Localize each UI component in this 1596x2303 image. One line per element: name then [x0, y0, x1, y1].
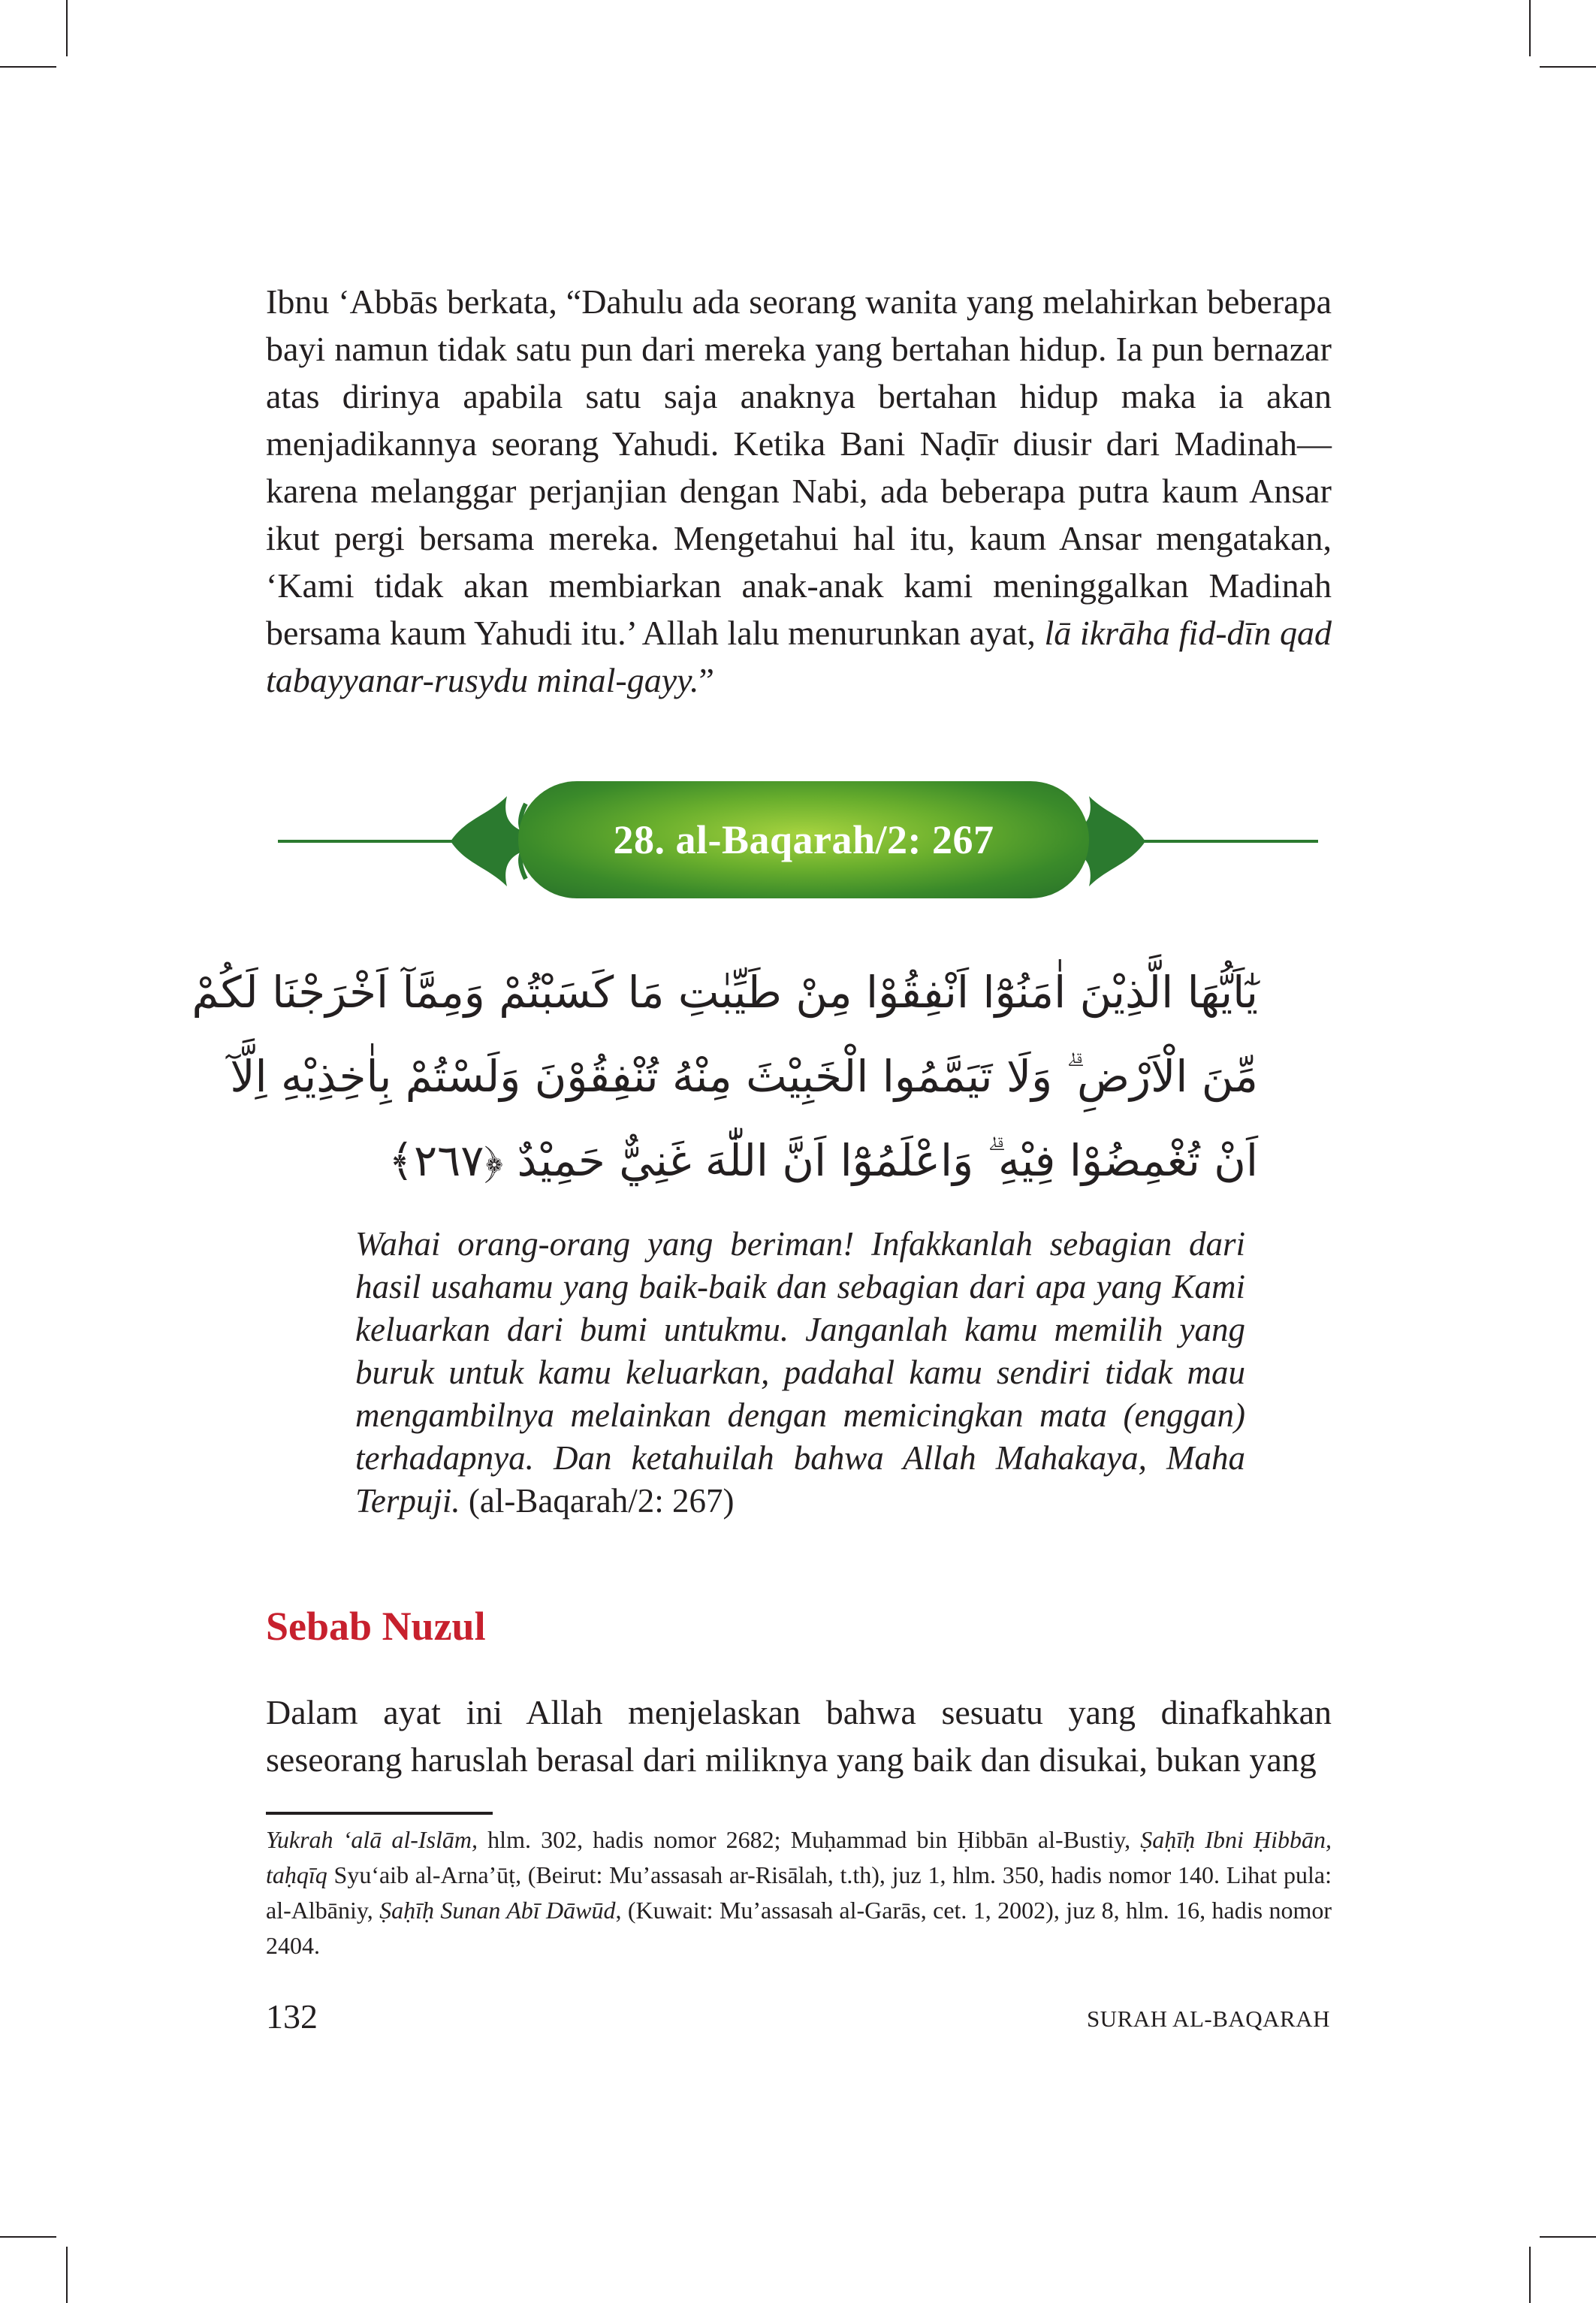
verse-heading-pill [518, 781, 1089, 898]
body-paragraph-dalam-ayat: Dalam ayat ini Allah menjelaskan bahwa sesuatu yang dinafkahkan seseorang haruslah berasal dari miliknya yang baik dan disukai, bukan yang [266, 1693, 1332, 1779]
translation-text: Wahai orang-orang yang beriman! Infakkanlah sebagian dari hasil usahamu yang baik-baik dan sebagian dari apa yang Kami keluarkan dari bumi untukmu. Janganlah kamu memilih yang buruk untuk kamu keluarkan, padahal kamu sendiri tidak mau mengambilnya melainkan dengan memicingkan mata (enggan) terhadapnya. Dan ketahuilah bahwa Allah Mahakaya, Maha Terpuji. [355, 1225, 1245, 1520]
footnote-divider [266, 1812, 493, 1815]
page-number: 132 [266, 1997, 318, 2036]
paragraph-text: Ibnu ‘Abbās berkata, “Dahulu ada seorang wanita yang melahirkan beberapa bayi namun tidak satu pun dari mereka yang bertahan hidup. Ia pun bernazar atas dirinya apabila satu saja anaknya bertahan hidup maka ia akan menjadikannya seorang Yahudi. Ketika Bani Naḍīr diusir dari Madinah—karena melanggar perjanjian dengan Nabi, ada beberapa putra kaum Ansar ikut pergi bersama mereka. Mengetahui hal itu, kaum Ansar mengatakan, ‘Kami tidak akan membiarkan anak-anak kami meninggalkan Madinah bersama kaum Yahudi itu.’ Allah lalu menurunkan ayat, [266, 282, 1332, 652]
body-paragraph-ibnu-abbas [266, 278, 1332, 704]
crop-mark-top-left-horizontal [0, 66, 56, 68]
footnote-part-2: hlm. 302, hadis nomor 2682; Muḥammad bin Ḥibbān al-Bustiy, [478, 1826, 1141, 1853]
footnote-part-6: , (Kuwait: Mu’assasah al-Garās, cet. 1, 2002), juz 8, hlm. 16, hadis nomor 2404. [266, 1897, 1332, 1959]
arabic-verse-line-1: يٰٓاَيُّهَا الَّذِيْنَ اٰمَنُوْٓا اَنْفِقُوْا مِنْ طَيِّبٰتِ مَا كَسَبْتُمْ وَمِمَّآ اَخْرَجْنَا لَكُمْ [192, 967, 1258, 1018]
crop-mark-bottom-right-vertical [1529, 2247, 1531, 2303]
crop-mark-bottom-left-vertical [66, 2247, 68, 2303]
verse-translation [355, 1223, 1245, 1523]
crop-mark-top-right-vertical [1529, 0, 1531, 56]
crop-mark-bottom-left-horizontal [0, 2236, 56, 2238]
verse-heading-title: 28. al-Baqarah/2: 267 [613, 817, 994, 862]
paragraph-italic-verse: lā ikrāha fid-dīn qad tabayyanar-rusydu minal-gayy. [266, 614, 1332, 699]
footnote-part-1: Yukrah ‘alā al-Islām, [266, 1826, 478, 1853]
footnote-part-3: Ṣaḥīḥ Ibni Ḥibbān, taḥqīq [266, 1826, 1332, 1888]
translation-reference: (al-Baqarah/2: 267) [468, 1482, 735, 1520]
footnote-part-5: Ṣaḥīḥ Sunan Abī Dāwūd [379, 1897, 616, 1924]
crop-mark-top-left-vertical [66, 0, 68, 56]
crop-mark-top-right-horizontal [1540, 66, 1596, 68]
paragraph-closing-quote: ” [698, 661, 714, 699]
section-title: Sebab Nuzul [266, 1604, 486, 1649]
running-title: SURAH AL-BAQARAH [1086, 2006, 1330, 2032]
arabic-verse-line-2: مِّنَ الْاَرْضِ ۗ وَلَا تَيَمَّمُوا الْخَبِيْثَ مِنْهُ تُنْفِقُوْنَ وَلَسْتُمْ بِاٰخِذِيْهِ اِلَّآ [230, 1051, 1258, 1102]
arabic-verse [192, 950, 1258, 1203]
footnote-part-4: Syu‘aib al-Arna’ūṭ, (Beirut: Mu’assasah ar-Risālah, t.th), juz 1, hlm. 350, hadis nomor 140. Lihat pula: al-Albāniy, [266, 1861, 1332, 1924]
crop-mark-bottom-right-horizontal [1540, 2236, 1596, 2238]
footnote [266, 1822, 1332, 1963]
arabic-verse-line-3: اَنْ تُغْمِضُوْا فِيْهِ ۗ وَاعْلَمُوْٓا اَنَّ اللّٰهَ غَنِيٌّ حَمِيْدٌ ﴿٢٦٧﴾ [388, 1135, 1258, 1186]
